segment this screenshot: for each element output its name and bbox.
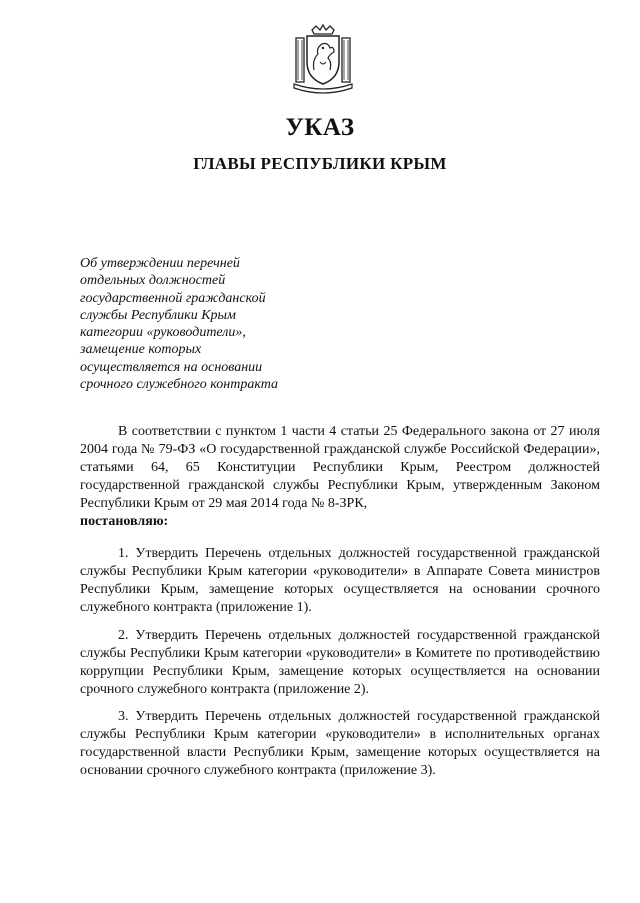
decree-item-1: 1. Утвердить Перечень отдельных должностей государственной гражданской службы Республики Крым категории «руководители» в Аппарате Совета министров Республики Крым, замещение которых осуществляется на основании срочного служебного контракта (приложение 1). — [80, 546, 600, 615]
subject-line: категории «руководители», — [80, 325, 246, 341]
subject-line: осуществляется на основании — [80, 359, 263, 375]
preamble-paragraph — [80, 423, 600, 531]
preamble-text: В соответствии с пунктом 1 части 4 статьи 25 Федерального закона от 27 июля 2004 года № 79-ФЗ «О государственной гражданской службе Российской Федерации», статьями 64, 65 Конституции Республики Крым, Реестром должностей государственной гражданской службы Республики Крым, утвержденным Законом Республики Крым от 29 мая 2014 года № 8-ЗРК, — [80, 424, 600, 511]
decree-word: постановляю: — [80, 514, 169, 529]
subject-line: Об утверждении перечней — [80, 256, 240, 271]
subject-line: службы Республики Крым — [80, 307, 236, 323]
crimea-coat-of-arms-icon — [290, 24, 356, 94]
document-title: УКАЗ — [285, 114, 355, 141]
subject-line: срочного служебного контракта — [80, 377, 278, 393]
document-subject — [80, 255, 380, 393]
document-subtitle: ГЛАВЫ РЕСПУБЛИКИ КРЫМ — [193, 154, 447, 173]
subject-line: замещение которых — [80, 342, 202, 358]
subject-line: государственной гражданской — [80, 290, 266, 306]
subject-line: отдельных должностей — [80, 273, 226, 289]
decree-item-2: 2. Утвердить Перечень отдельных должностей государственной гражданской службы Республики Крым категории «руководители» в Комитете по противодействию коррупции Республики Крым, замещение которых осуществляется на основании срочного служебного контракта (приложение 2). — [80, 628, 600, 697]
decree-item-3: 3. Утвердить Перечень отдельных должностей государственной гражданской службы Республики Крым категории «руководители» в исполнительных органах государственной власти Республики Крым, замещение которых осуществляется на основании срочного служебного контракта (приложение 3). — [80, 709, 600, 778]
